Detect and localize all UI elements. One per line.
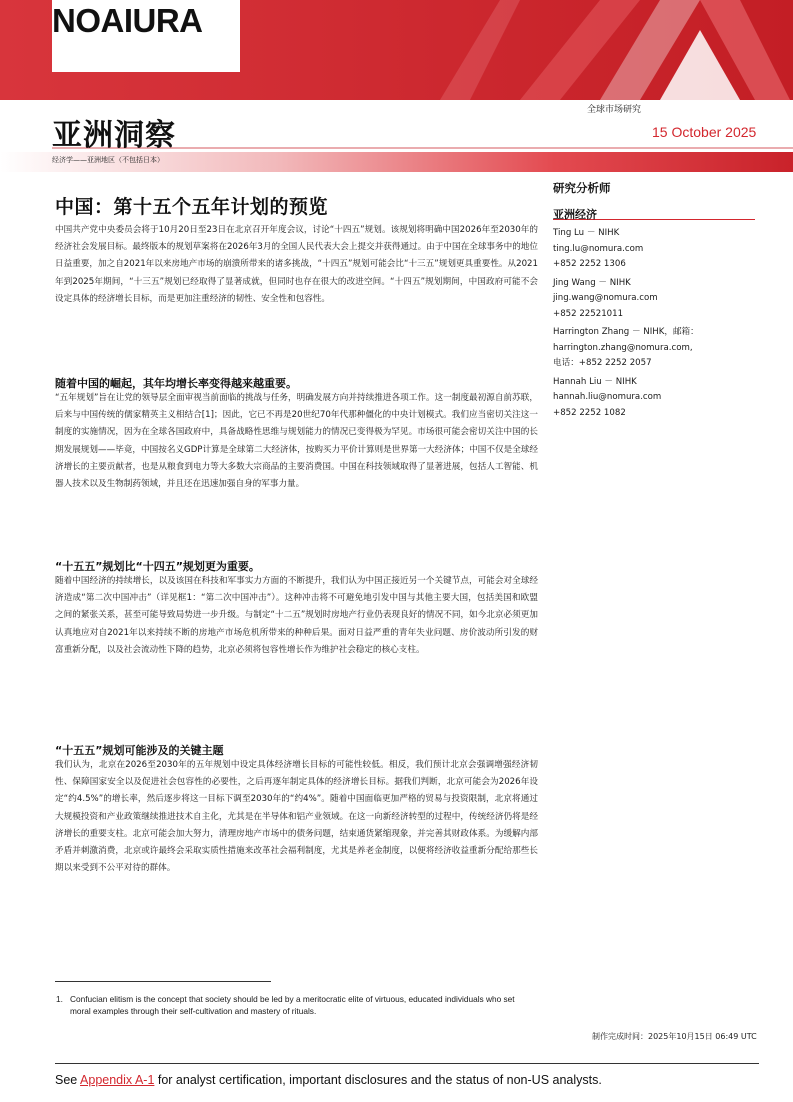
disclaimer-suffix: for analyst certification, important disclosures and the status of non-US analysts. — [154, 1073, 602, 1087]
analyst-phone: +852 22521011 — [553, 308, 624, 319]
sidebar-heading: 研究分析师 — [553, 181, 611, 195]
appendix-link[interactable]: Appendix A-1 — [80, 1073, 155, 1087]
analyst-sidebar — [553, 180, 758, 421]
section-heading-1: 随着中国的崛起，其年均增长率变得越来越重要。 — [55, 377, 297, 390]
section-label: 全球市场研究 — [587, 105, 642, 115]
document-title: 中国：第十五个五年计划的预览 — [55, 196, 329, 218]
analyst-entry — [553, 226, 758, 273]
analyst-name: Ting Lu － NIHK — [553, 228, 620, 238]
section-body-3: 我们认为，北京在2026至2030年的五年规划中设定具体经济增长目标的可能性较低。相反，我们预计北京会强调增强经济韧性、保障国家安全以及促进社会包容性的必要性，之后再逐年制定具体的经济增长目标。据我们判断，北京可能会为2026年设定“约4.5%”的增长率，然后逐步将这一目标下调至2030年的“约4%”。随着中国面临更加严格的贸易与投资限制，北京将通过大规模投资和产业政策继续推进技术自主化，尤其是在半导体和铝产业领域。在这一向新经济转型的过程中，传统经济仍将是经济增长的重要支柱。北京可能会加大努力，清理房地产市场中的债务问题，结束通货紧缩现象，并完善其财政体系。为缓解内部矛盾并刺激消费，北京或许最终会采取实质性措施来改革社会福利制度，尤其是养老金制度，以便将经济收益重新分配给那些长期以来受到不公平对待的群体。 — [55, 760, 538, 874]
section-body-1: “五年规划”旨在让党的领导层全面审视当前面临的挑战与任务，明确发展方向并持续推进各项工作。这一制度最初源自前苏联，后来与中国传统的儒家精英主义相结合[1]；因此，它已不再是20世纪70年代那种僵化的中央计划模式。我们应当密切关注这一制度的实施情况，因为在全球各国政府中，具备战略性思维与规划能力的情况已变得极为罕见。市场很可能会密切关注中国的长期发展规划——毕竟，中国按名义GDP计算是全球第二大经济体，按购买力平价计算则是世界第一大经济体；中国不仅是全球经济增长的主要贡献者，也是从粮食到电力等大多数大宗商品的主要消费国。中国在科技领域取得了显著进展，包括人工智能、机器人技术以及生物制药领域，并且还在迅速加强自身的军事力量。 — [55, 393, 538, 490]
footnote-rule — [55, 981, 271, 982]
footnote-number: 1. — [56, 994, 63, 1004]
analyst-phone: +852 2252 1306 — [553, 259, 626, 269]
series-title: 亚洲洞察 — [52, 118, 176, 153]
production-timestamp: 制作完成时间：2025年10月15日 06:49 UTC — [592, 1032, 757, 1041]
section-body-2: 随着中国经济的持续增长，以及该国在科技和军事实力方面的不断提升，我们认为中国正接近另一个关键节点，可能会对全球经济造成“第二次中国冲击”（详见框1：“第二次中国冲击”）。这种冲击将不可避免地引发中国与其他主要大国，包括美国和欧盟之间的紧张关系，甚至可能导致局势进一步升级。与制定“十二五”规划时房地产行业仍表现良好的情况不同，如今北京必须更加认真地应对自2021年以来持续不断的房地产市场危机所带来的种种后果。面对日益严重的青年失业问题、房价波动所引发的财富重新分配，以及社会流动性下降的趋势，北京必须将包容性增长作为维护社会稳定的核心支柱。 — [55, 576, 538, 655]
analyst-name: Hannah Liu － NIHK — [553, 376, 637, 387]
analyst-name: Jing Wang － NIHK — [553, 277, 631, 288]
disclaimer-prefix: See — [55, 1073, 81, 1087]
analyst-name: Harrington Zhang － NIHK，邮箱： — [553, 327, 699, 337]
intro-paragraph: 中国共产党中央委员会将于10月20日至23日在北京召开年度会议，讨论“十四五”规划。该规划将明确中国2026年至2030年的经济社会发展目标。最终版本的规划草案将在2026年3月的全国人民代表大会上提交并获得通过。由于中国在全球事务中的地位日益重要，加之自2021年以来房地产市场的崩溃所带来的诸多挑战，“十四五”规划可能会比“十三五”规划更具重要性。从2021年到2025年期间，“十三五”规划已经取得了显著成就，但同时也存在很大的改进空间。“十四五”规划期间，中国政府可能不会设定具体的经济增长目标，而是更加注重经济的韧性、安全性和包容性。 — [55, 225, 538, 304]
logo: NOAIURA — [52, 2, 203, 39]
section-heading-2: “十五五”规划比“十四五”规划更为重要。 — [55, 560, 260, 573]
footnote — [56, 993, 520, 1017]
analyst-phone: 电话：+852 2252 2057 — [553, 358, 652, 368]
subcategory: 经济学——亚洲地区（不包括日本） — [52, 156, 164, 164]
section-heading-3: “十五五”规划可能涉及的关键主题 — [55, 744, 224, 757]
bottom-rule — [55, 1063, 759, 1064]
analyst-list — [553, 226, 758, 421]
footnote-text: Confucian elitism is the concept that society should be led by a meritocratic elite of virtuous, educated individuals who set moral examples through their self-cultivation and mastery of rituals. — [70, 994, 515, 1016]
analyst-email[interactable]: jing.wang@nomura.com — [553, 293, 658, 303]
report-date: 15 October 2025 — [652, 124, 757, 140]
report-header — [0, 0, 793, 175]
analyst-phone: +852 2252 1082 — [553, 407, 626, 418]
analyst-email[interactable]: harrington.zhang@nomura.com, — [553, 342, 693, 353]
analyst-entry — [553, 375, 758, 422]
analyst-email[interactable]: hannah.liu@nomura.com — [553, 392, 662, 402]
sidebar-team: 亚洲经济 — [553, 208, 597, 221]
analyst-entry — [553, 325, 758, 372]
analyst-entry — [553, 276, 758, 323]
analyst-email[interactable]: ting.lu@nomura.com — [553, 243, 644, 254]
disclaimer-line — [55, 1073, 602, 1087]
